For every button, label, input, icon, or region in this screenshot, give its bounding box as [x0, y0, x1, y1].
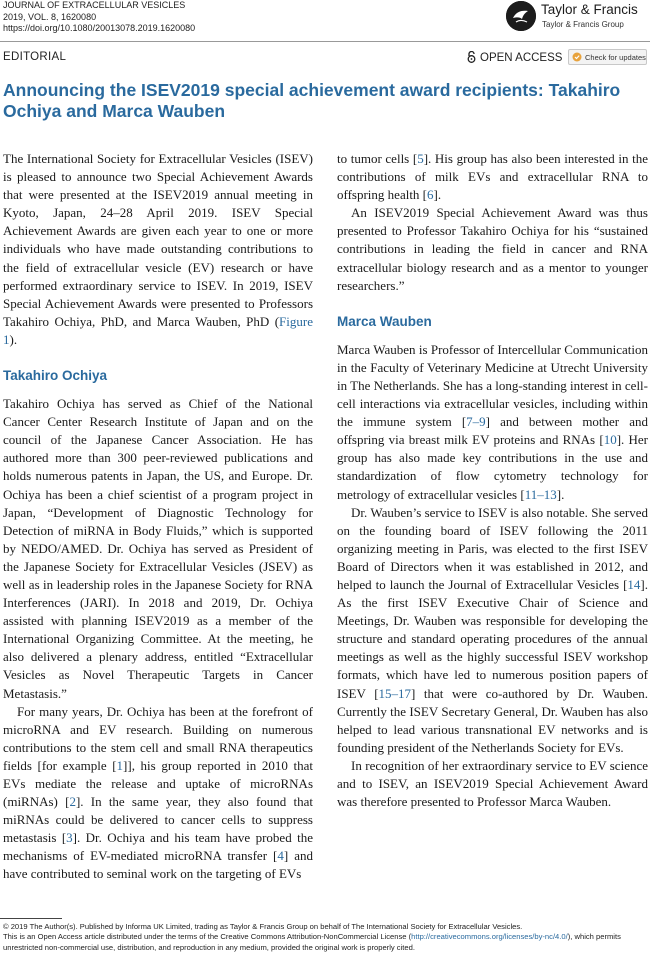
- update-check-icon: [572, 52, 582, 62]
- copyright-line: © 2019 The Author(s). Published by Informa UK Limited, trading as Taylor & Francis Group on behalf of The International Society for Extracellular Vesicles.: [3, 922, 523, 931]
- heading-marca-wauben: Marca Wauben: [337, 313, 432, 329]
- open-access-badge: [467, 51, 562, 64]
- ochiya-award-paragraph: An ISEV2019 Special Achievement Award was thus presented to Professor Takahiro Ochiya for his “sustained contributions in leading the field in cancer and RNA extracellular biology research and as a mentor to younger researchers.”: [337, 205, 648, 293]
- ref-link-10[interactable]: 10: [603, 432, 617, 448]
- wauben-bio-paragraph: Marca Wauben is Professor of Intercellular Communication in the Faculty of Veterinary Medicine at Utrecht University in The Netherlands. She has a long-standing interest in cell-cell interactions via extracellular vesicles, including within the immune system [7–9] and between mother and offspring via breast milk EV proteins and RNAs [10]. Her group has also made key contributions in the use and standardization of flow cytometry technology for metrology of extracellular vesicles [11–13].: [337, 341, 648, 502]
- footer-divider: [0, 918, 62, 919]
- publisher-subname: Taylor & Francis Group: [542, 20, 624, 29]
- header-divider: [0, 41, 650, 42]
- check-for-updates-button[interactable]: [568, 49, 647, 65]
- publisher-name: Taylor & Francis: [541, 2, 638, 17]
- check-for-updates-label: Check for updates: [585, 52, 646, 62]
- wauben-service-paragraph: Dr. Wauben’s service to ISEV is also notable. She served on the founding board of ISEV following the 2011 organizing meeting in Paris, was elected to the first ISEV Board of Directors when it was established in 2012, and helped to launch the Journal of Extracellular Vesicles [14]. As the first ISEV Executive Chair of Science and Meetings, Dr. Wauben was responsible for developing the structure and standard operating procedures of the annual meetings as well as the highly successful ISEV workshop formats, which have led to numerous position papers of ISEV [15–17] that were co-authored by Dr. Wauben. Currently the ISEV Secretary General, Dr. Wauben has also helped to lead various transnational EV networks and is founding president of the Netherlands Society for EVs.: [337, 504, 648, 755]
- license-link[interactable]: http://creativecommons.org/licenses/by-nc/4.0/: [411, 932, 568, 942]
- copyright-footer: [3, 922, 648, 953]
- ochiya-bio-paragraph: Takahiro Ochiya has served as Chief of the National Cancer Center Research Institute of Japan and on the council of the Japanese Cancer Association. He has authored more than 300 peer-reviewed publications and holds numerous patents in Japan, the US, and Europe. Dr. Ochiya has been a chief scientist of a program project in Japan, “Development of Diagnostic Technology for Detection of miRNA in Body Fluids,” which is supported by NEDO/AMED. Dr. Ochiya has served as President of the Japanese Society for Extracellular Vesicles (JSEV) as well as in leadership roles in the Japanese Society for RNA Interferences (JARI). In 2018 and 2019, Dr. Ochiya assisted with planning ISEV2019 as a member of the International Organizing Committee. At the meeting, he also delivered a plenary address, entitled “Extracellular Vesicles as Novel Therapeutic Targets in Cancer Metastasis.”: [3, 396, 313, 701]
- open-lock-icon: [467, 51, 476, 63]
- intro-paragraph: The International Society for Extracellular Vesicles (ISEV) is pleased to announce two Special Achievement Awards that were presented at the ISEV2019 annual meeting in Kyoto, Japan, 24–28 April 2019. ISEV Special Achievement Awards are given each year to one or more individuals who have made outstanding contributions to the field of extracellular vesicle (EV) research or have performed extraordinary service to ISEV. In 2019, ISEV Special Achievement Awards were presented to Professors Takahiro Ochiya, PhD, and Marca Wauben, PhD (Figure 1).: [3, 151, 313, 347]
- article-title: Announcing the ISEV2019 special achievement award recipients: Takahiro Ochiya and Marca Wauben: [3, 80, 621, 121]
- ref-link-15-17[interactable]: 15–17: [378, 685, 412, 701]
- journal-name: JOURNAL OF EXTRACELLULAR VESICLES: [3, 0, 186, 10]
- publisher-logo[interactable]: [506, 1, 646, 31]
- figure-1-link[interactable]: Figure 1: [3, 313, 313, 347]
- ref-link-2[interactable]: 2: [69, 794, 76, 810]
- heading-takahiro-ochiya: Takahiro Ochiya: [3, 368, 108, 384]
- license-line: This is an Open Access article distributed under the terms of the Creative Commons Attribution-NonCommercial License (http://creativecommons.org/licenses/by-nc/4.0/), which permits unrestricted non-commercial use, distribution, and reproduction in any medium, provided the original work is properly cited.: [3, 932, 621, 952]
- ref-link-11-13[interactable]: 11–13: [524, 486, 557, 502]
- section-label: EDITORIAL: [3, 51, 67, 63]
- ochiya-continued-paragraph: to tumor cells [5]. His group has also been interested in the contributions of milk EVs and extracellular RNA to offspring health [6].: [337, 151, 648, 203]
- publisher-logo-icon: [506, 1, 536, 31]
- ref-link-3[interactable]: 3: [66, 830, 73, 846]
- ochiya-research-paragraph: For many years, Dr. Ochiya has been at the forefront of microRNA and EV research. Building on numerous contributions to the stem cell and small RNA therapeutics fields [for example [1]], his group reported in 2010 that EVs mediate the release and uptake of microRNAs (miRNAs) [2]. In the same year, they also found that miRNAs could be delivered to cancer cells to suppress metastasis [3]. Dr. Ochiya and his team have probed the mechanisms of EV-mediated microRNA transfer [4] and have contributed to seminal work on the targeting of EVs: [3, 703, 314, 882]
- ref-link-6[interactable]: 6: [427, 187, 434, 203]
- ref-link-1[interactable]: 1: [116, 757, 124, 773]
- ref-link-5[interactable]: 5: [417, 151, 424, 166]
- ref-link-14[interactable]: 14: [627, 576, 641, 592]
- wauben-award-paragraph: In recognition of her extraordinary service to EV science and to ISEV, an ISEV2019 Special Achievement Award was therefore presented to Professor Marca Wauben.: [337, 757, 648, 810]
- right-column: [337, 150, 648, 811]
- open-access-label: OPEN ACCESS: [480, 52, 563, 64]
- journal-header: [3, 0, 195, 35]
- left-column: [3, 150, 313, 884]
- doi-link[interactable]: https://doi.org/10.1080/20013078.2019.1620080: [3, 23, 196, 33]
- ref-link-4[interactable]: 4: [277, 848, 284, 864]
- journal-volume: 2019, VOL. 8, 1620080: [3, 11, 97, 22]
- ref-link-7-9[interactable]: 7–9: [466, 414, 486, 430]
